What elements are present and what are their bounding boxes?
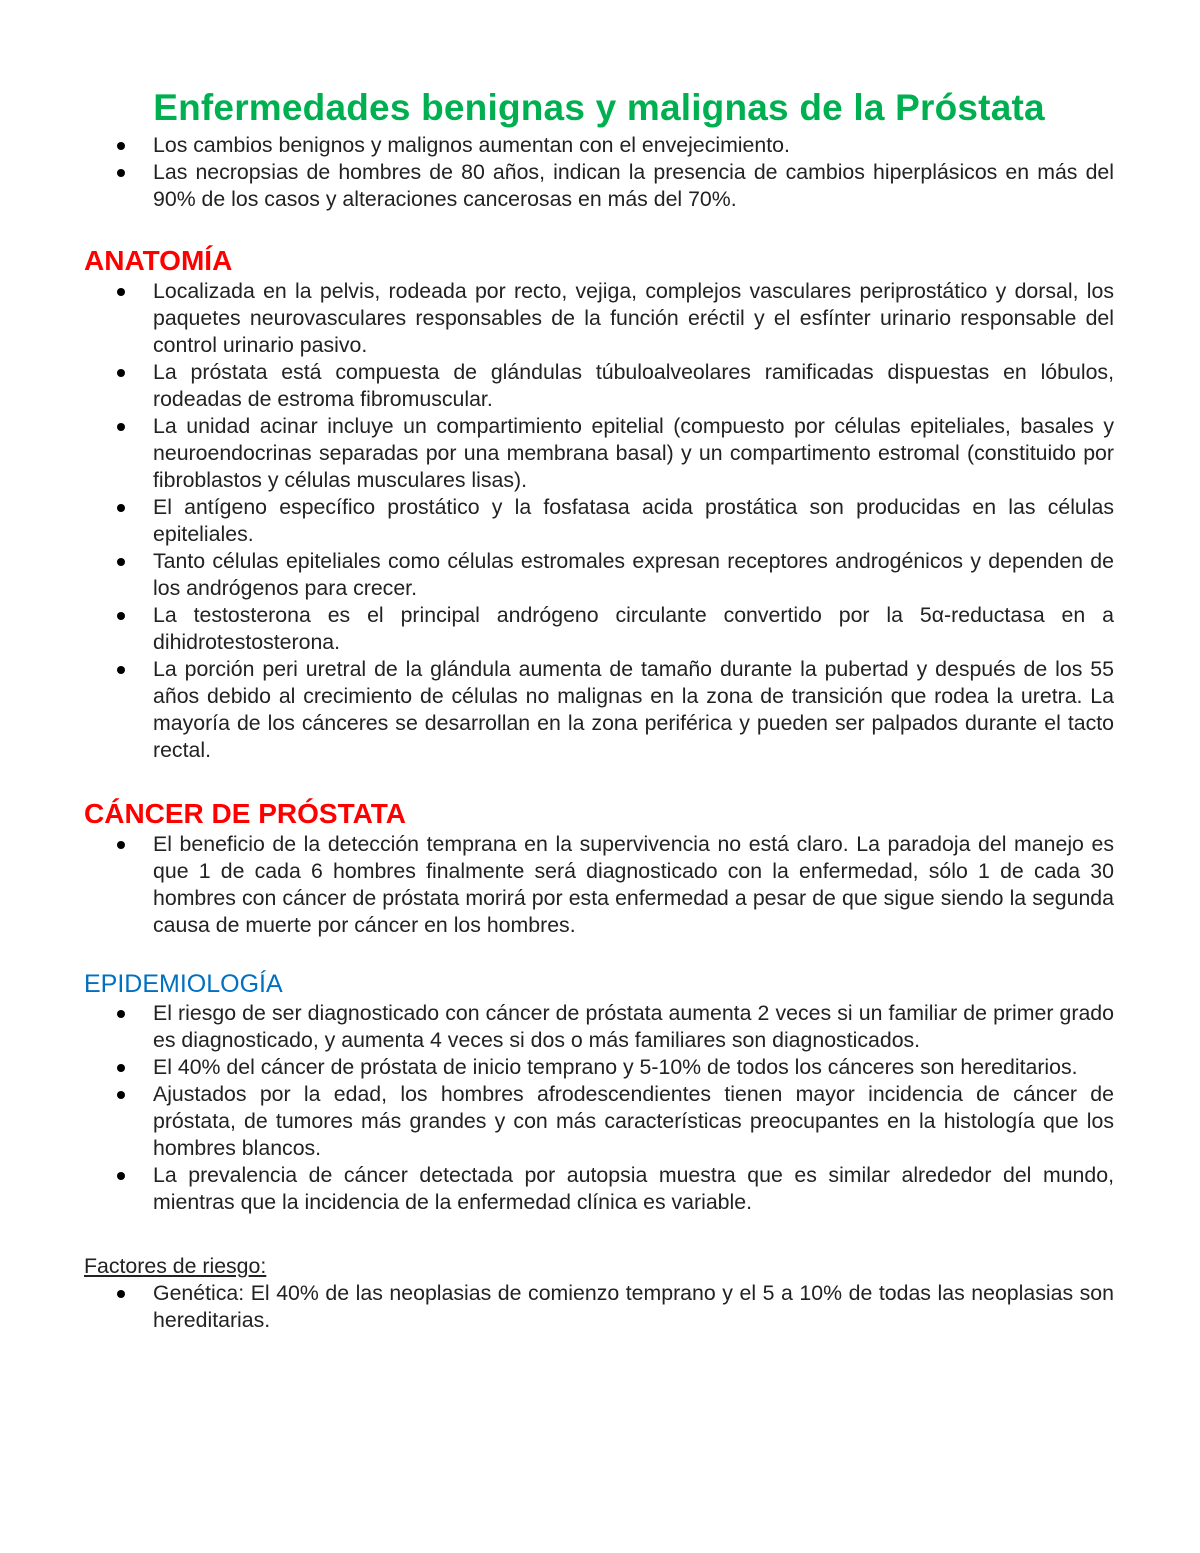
document-page [84,84,1114,1334]
list-item-text: El beneficio de la detección temprana en la supervivencia no está claro. La paradoja del manejo es que 1 de cada 6 hombres finalmente será diagnosticado con la enfermedad, sólo 1 de cada 30 hombres con cáncer de próstata morirá por esta enfermedad a pesar de que sigue siendo la segunda causa de muerte por cáncer en los hombres. [153,832,1114,937]
section-heading-anatomia: ANATOMÍA [84,245,233,276]
list-item [84,548,1114,602]
list-item [84,494,1114,548]
list-item [84,359,1114,413]
list-item [84,1081,1114,1162]
list-item [84,1000,1114,1054]
list-item-text: Tanto células epiteliales como células estromales expresan receptores androgénicos y dependen de los andrógenos para crecer. [153,549,1114,600]
intro-list [84,132,1114,213]
list-item [84,413,1114,494]
factores-de-riesgo-heading: Factores de riesgo: [84,1254,267,1278]
list-item [84,656,1114,764]
list-item-text: Localizada en la pelvis, rodeada por recto, vejiga, complejos vasculares periprostático y dorsal, los paquetes neurovasculares responsables de la función eréctil y el esfínter urinario responsable del control urinario pasivo. [153,279,1114,357]
list-item-text: La prevalencia de cáncer detectada por autopsia muestra que es similar alrededor del mundo, mientras que la incidencia de la enfermedad clínica es variable. [153,1163,1114,1214]
list-item [84,132,1114,159]
list-item-text: La testosterona es el principal andrógeno circulante convertido por la 5α-reductasa en a dihidrotestosterona. [153,603,1114,654]
list-item [84,602,1114,656]
list-item-text: La unidad acinar incluye un compartimiento epitelial (compuesto por células epiteliales, basales y neuroendocrinas separadas por una membrana basal) y un compartimento estromal (constituido por fibroblastos y células musculares lisas). [153,414,1114,492]
list-item-text: Genética: El 40% de las neoplasias de comienzo temprano y el 5 a 10% de todas las neoplasias son hereditarias. [153,1281,1114,1332]
list-item-text: El antígeno específico prostático y la fosfatasa acida prostática son producidas en las células epiteliales. [153,495,1114,546]
list-item [84,159,1114,213]
anatomia-list [84,278,1114,764]
list-item [84,1162,1114,1216]
factores-list [84,1280,1114,1334]
cancer-list [84,831,1114,939]
bullet-icon [117,1172,125,1180]
list-item-text: El 40% del cáncer de próstata de inicio temprano y 5-10% de todos los cánceres son hereditarios. [153,1055,1078,1079]
list-item-text: Los cambios benignos y malignos aumentan con el envejecimiento. [153,133,790,157]
bullet-icon [117,841,125,849]
bullet-icon [117,558,125,566]
list-item-text: La próstata está compuesta de glándulas túbuloalveolares ramificadas dispuestas en lóbulos, rodeadas de estroma fibromuscular. [153,360,1114,411]
bullet-icon [117,423,125,431]
list-item [84,831,1114,939]
bullet-icon [117,612,125,620]
document-title: Enfermedades benignas y malignas de la Próstata [153,87,1045,128]
bullet-icon [117,1064,125,1072]
bullet-icon [117,666,125,674]
section-heading-cancer: CÁNCER DE PRÓSTATA [84,798,406,829]
bullet-icon [117,169,125,177]
list-item-text: Ajustados por la edad, los hombres afrodescendientes tienen mayor incidencia de cáncer de próstata, de tumores más grandes y con más características preocupantes en la histología que los hombres blancos. [153,1082,1114,1160]
list-item [84,1280,1114,1334]
bullet-icon [117,1290,125,1298]
epidemiologia-list [84,1000,1114,1216]
bullet-icon [117,369,125,377]
bullet-icon [117,1010,125,1018]
list-item [84,278,1114,359]
bullet-icon [117,1091,125,1099]
list-item-text: Las necropsias de hombres de 80 años, indican la presencia de cambios hiperplásicos en más del 90% de los casos y alteraciones cancerosas en más del 70%. [153,160,1114,211]
list-item-text: El riesgo de ser diagnosticado con cáncer de próstata aumenta 2 veces si un familiar de primer grado es diagnosticado, y aumenta 4 veces si dos o más familiares son diagnosticados. [153,1001,1114,1052]
subsection-heading-epidemiologia: EPIDEMIOLOGÍA [84,970,283,998]
bullet-icon [117,504,125,512]
list-item-text: La porción peri uretral de la glándula aumenta de tamaño durante la pubertad y después de los 55 años debido al crecimiento de células no malignas en la zona de transición que rodea la uretra. La mayoría de los cánceres se desarrollan en la zona periférica y pueden ser palpados durante el tacto rectal. [153,657,1114,762]
bullet-icon [117,142,125,150]
list-item [84,1054,1114,1081]
bullet-icon [117,288,125,296]
